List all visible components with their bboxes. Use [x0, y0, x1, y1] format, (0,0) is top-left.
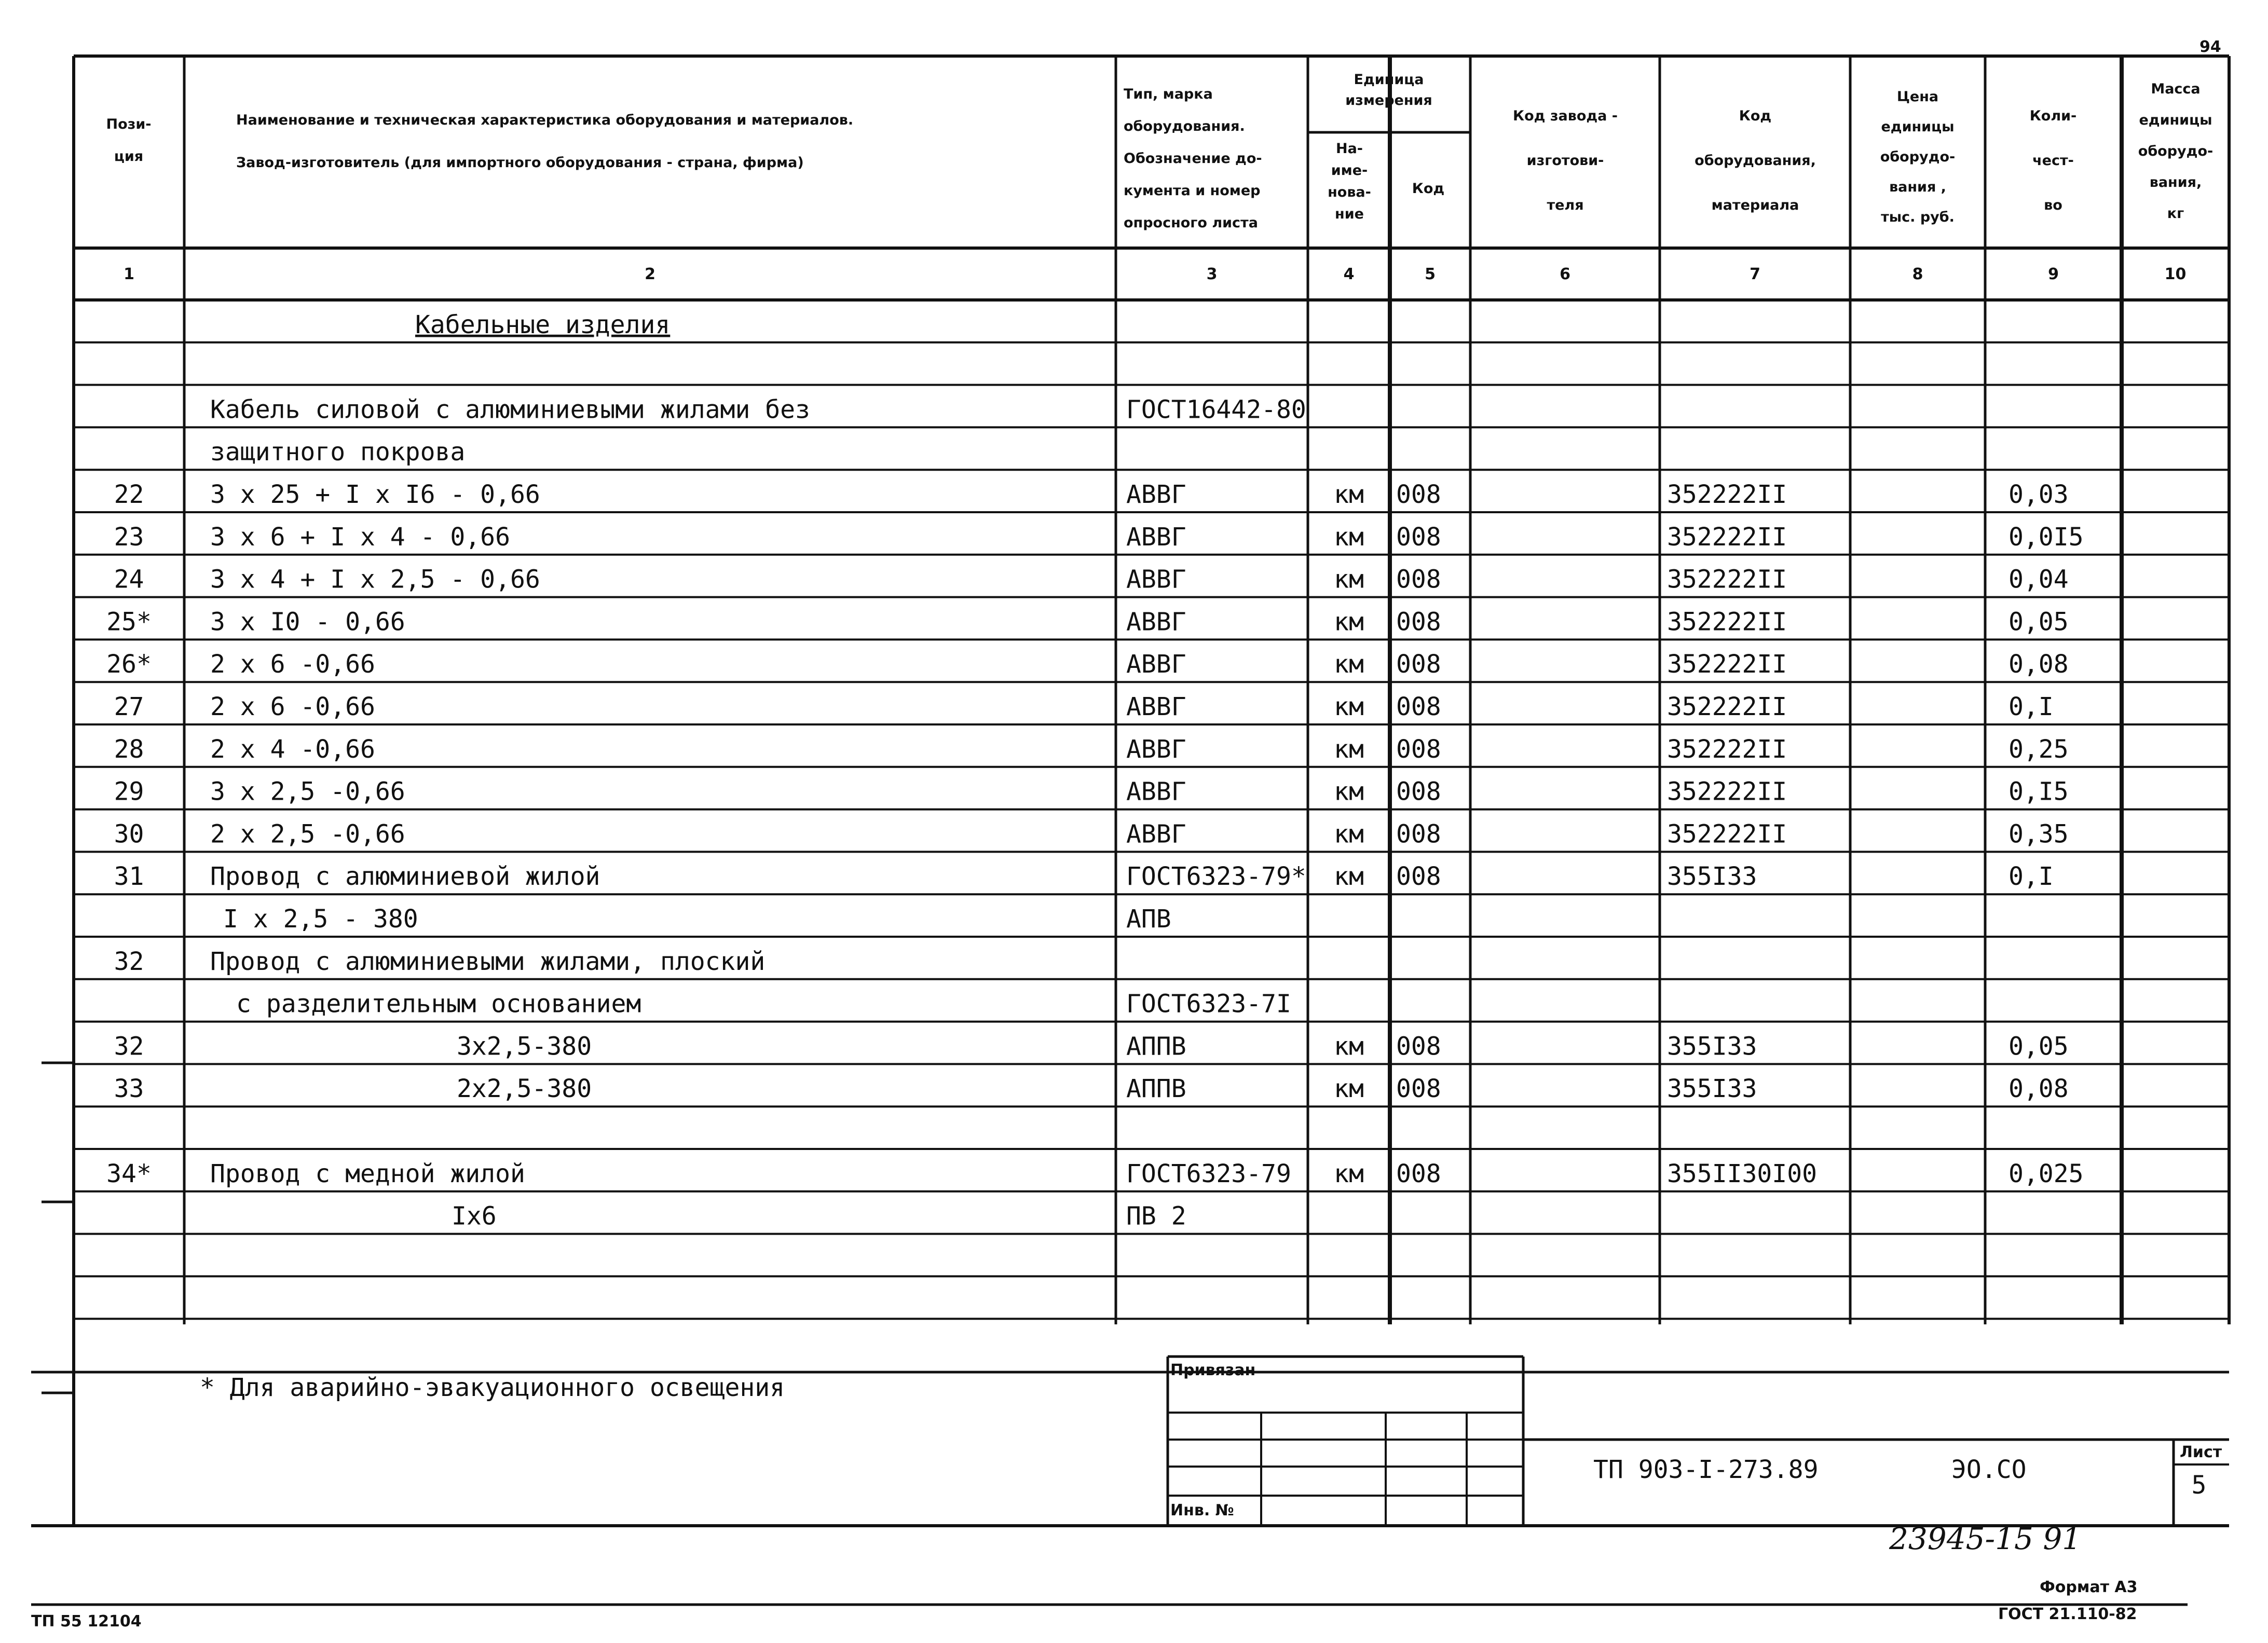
- type-cell: АППВ: [1126, 1032, 1186, 1061]
- unit-code-cell: 008: [1396, 692, 1441, 721]
- type-cell: АВВГ: [1126, 819, 1186, 849]
- name-cell: Провод с алюминиевыми жилами, плоский: [210, 947, 766, 976]
- position-cell: 23: [114, 522, 144, 552]
- column-number: 7: [1750, 265, 1760, 283]
- header-line: На-: [1335, 141, 1363, 157]
- name-cell: 2 x 4 -0,66: [210, 734, 375, 764]
- name-cell: Iх6: [452, 1201, 497, 1231]
- header-line: теля: [1547, 197, 1584, 213]
- material-code-cell: 355I33: [1667, 1032, 1757, 1061]
- header-type-mark: [1124, 86, 1262, 231]
- unit-name-cell: км: [1334, 565, 1364, 594]
- header-line: кумента и номер: [1124, 183, 1261, 199]
- type-cell: АВВГ: [1126, 734, 1186, 764]
- header-line: чест-: [2032, 153, 2074, 169]
- unit-code-cell: 008: [1396, 1074, 1441, 1104]
- header-line: Коли-: [2029, 108, 2077, 124]
- header-line: Завод-изготовитель (для импортного оборудования - страна, фирма): [236, 155, 804, 171]
- material-code-cell: 352222II: [1667, 777, 1787, 806]
- unit-name-cell: км: [1334, 480, 1364, 509]
- header-line: оборудования.: [1124, 118, 1245, 134]
- position-cell: 32: [114, 1032, 144, 1061]
- unit-code-cell: 008: [1396, 650, 1441, 679]
- type-cell: АВВГ: [1126, 607, 1186, 637]
- name-cell: 3x2,5-380: [457, 1032, 592, 1061]
- header-line: Код завода -: [1513, 108, 1618, 124]
- column-number: 10: [2164, 265, 2187, 283]
- name-cell: защитного покрова: [210, 437, 466, 467]
- header-unit-name: [1328, 141, 1371, 222]
- name-cell: с разделительным основанием: [236, 989, 641, 1019]
- header-line: вания,: [2149, 174, 2202, 190]
- column-number-row: [124, 265, 2186, 283]
- unit-code-cell: 008: [1396, 734, 1441, 764]
- header-position: [106, 116, 152, 165]
- quantity-cell: 0,03: [2009, 480, 2069, 509]
- type-cell: АВВГ: [1126, 565, 1186, 594]
- position-cell: 30: [114, 819, 144, 849]
- column-number: 3: [1206, 265, 1218, 283]
- quantity-cell: 0,05: [2009, 1032, 2069, 1061]
- name-cell: 2 x 6 -0,66: [210, 692, 375, 721]
- name-cell: 3 x 2,5 -0,66: [210, 777, 405, 806]
- name-cell: 3 x 25 + I x I6 - 0,66: [210, 480, 540, 509]
- header-line: Код: [1739, 108, 1772, 124]
- unit-code-cell: 008: [1396, 480, 1441, 509]
- header-line: оборудо-: [2138, 143, 2214, 159]
- unit-code-cell: 008: [1396, 862, 1441, 892]
- material-code-cell: 355I33: [1667, 862, 1757, 892]
- position-cell: 25*: [106, 607, 152, 637]
- header-line: Пози-: [106, 116, 152, 132]
- quantity-cell: 0,08: [2009, 1074, 2069, 1104]
- type-cell: АВВГ: [1126, 692, 1186, 721]
- material-code-cell: 352222II: [1667, 650, 1787, 679]
- quantity-cell: 0,04: [2009, 565, 2069, 594]
- header-line: оборудо-: [1880, 149, 1956, 165]
- header-line: единицы: [1881, 119, 1955, 135]
- header-unit-mass: [2138, 81, 2213, 222]
- sheet-number: 5: [2191, 1471, 2207, 1500]
- type-cell: АППВ: [1126, 1074, 1186, 1104]
- quantity-cell: 0,05: [2009, 607, 2069, 637]
- type-cell: ГОСТ6323-79: [1126, 1159, 1291, 1188]
- column-number: 8: [1912, 265, 1923, 283]
- material-code-cell: 352222II: [1667, 692, 1787, 721]
- material-code-cell: 355I33: [1667, 1074, 1757, 1104]
- material-code-cell: 352222II: [1667, 522, 1787, 552]
- material-code-cell: 352222II: [1667, 734, 1787, 764]
- header-line: кг: [2167, 206, 2184, 222]
- unit-code-cell: 008: [1396, 607, 1441, 637]
- unit-code-cell: 008: [1396, 522, 1441, 552]
- unit-name-cell: км: [1334, 862, 1364, 892]
- column-number: 2: [645, 265, 655, 283]
- unit-code-cell: 008: [1396, 565, 1441, 594]
- footnote: * Для аварийно-эвакуационного освещения: [200, 1373, 785, 1402]
- header-line: нова-: [1328, 184, 1371, 200]
- unit-code-cell: 008: [1396, 777, 1441, 806]
- name-cell: 2 x 6 -0,66: [210, 650, 375, 679]
- quantity-cell: 0,025: [2009, 1159, 2084, 1188]
- header-line: опросного листа: [1124, 215, 1258, 231]
- unit-name-cell: км: [1334, 734, 1364, 764]
- header-line: изготови-: [1526, 153, 1604, 169]
- material-code-cell: 352222II: [1667, 819, 1787, 849]
- name-cell: 3 x 4 + I x 2,5 - 0,66: [210, 565, 540, 594]
- material-code-cell: 352222II: [1667, 480, 1787, 509]
- header-line: Единица: [1354, 72, 1424, 88]
- name-cell: Кабель силовой с алюминиевыми жилами без: [210, 395, 810, 425]
- tied-label: Привязан: [1170, 1361, 1256, 1379]
- name-cell: 3 x 6 + I x 4 - 0,66: [210, 522, 510, 552]
- position-cell: 26*: [106, 650, 152, 679]
- column-number: 4: [1343, 265, 1355, 283]
- header-line: вания ,: [1889, 179, 1946, 195]
- header-line: Масса: [2151, 81, 2201, 97]
- position-cell: 34*: [106, 1159, 152, 1188]
- header-quantity: [2030, 108, 2077, 213]
- type-cell: ГОСТ6323-79*: [1126, 862, 1306, 892]
- position-cell: 29: [114, 777, 144, 806]
- position-cell: 24: [114, 565, 144, 594]
- type-cell: АВВГ: [1126, 650, 1186, 679]
- position-cell: 32: [114, 947, 144, 976]
- name-cell: 2x2,5-380: [457, 1074, 592, 1104]
- unit-code-cell: 008: [1396, 1159, 1441, 1188]
- header-line: во: [2044, 197, 2062, 213]
- quantity-cell: 0,I: [2009, 862, 2054, 892]
- header-line: единицы: [2139, 112, 2212, 128]
- corner-mark: 94: [2199, 38, 2221, 56]
- header-unit-code: Код: [1412, 181, 1445, 197]
- bottom-left-code: ТП 55 12104: [31, 1612, 142, 1631]
- type-cell: ГОСТ6323-7I: [1126, 989, 1291, 1019]
- unit-name-cell: км: [1334, 522, 1364, 552]
- type-cell: ГОСТ16442-80: [1126, 395, 1306, 425]
- header-line: оборудования,: [1695, 153, 1816, 169]
- type-cell: АВВГ: [1126, 522, 1186, 552]
- quantity-cell: 0,I: [2009, 692, 2054, 721]
- name-cell: I x 2,5 - 380: [223, 905, 418, 934]
- type-cell: АВВГ: [1126, 480, 1186, 509]
- unit-name-cell: км: [1334, 819, 1364, 849]
- standard-label: ГОСТ 21.110-82: [1998, 1605, 2137, 1623]
- name-cell: Провод с медной жилой: [210, 1159, 525, 1188]
- material-code-cell: 355II30I00: [1667, 1159, 1817, 1188]
- header-line: ция: [114, 148, 144, 165]
- material-code-cell: 352222II: [1667, 607, 1787, 637]
- header-line: Тип, марка: [1124, 86, 1213, 102]
- column-number: 1: [124, 265, 134, 283]
- header-line: Обозначение до-: [1124, 150, 1262, 167]
- position-cell: 33: [114, 1074, 144, 1104]
- quantity-cell: 0,I5: [2009, 777, 2069, 806]
- header-line: Цена: [1896, 89, 1939, 105]
- material-code-cell: 352222II: [1667, 565, 1787, 594]
- table-text: [106, 310, 2083, 1231]
- unit-name-cell: км: [1334, 692, 1364, 721]
- quantity-cell: 0,0I5: [2009, 522, 2084, 552]
- header-line: измерения: [1345, 92, 1432, 108]
- type-cell: ПВ 2: [1126, 1201, 1186, 1231]
- header-unit-price: [1880, 89, 1955, 225]
- unit-code-cell: 008: [1396, 819, 1441, 849]
- position-cell: 22: [114, 480, 144, 509]
- handwritten-number: 23945-15 91: [1889, 1521, 2082, 1556]
- header-line: име-: [1331, 162, 1368, 179]
- unit-name-cell: км: [1334, 650, 1364, 679]
- header-material-code: [1695, 108, 1816, 213]
- format-label: Формат А3: [2040, 1578, 2138, 1596]
- type-cell: АВВГ: [1126, 777, 1186, 806]
- name-cell: Кабельные изделия: [415, 310, 671, 339]
- position-cell: 27: [114, 692, 144, 721]
- name-cell: 2 x 2,5 -0,66: [210, 819, 405, 849]
- header-line: материала: [1711, 197, 1799, 213]
- header-name-description: [236, 112, 853, 171]
- header-line: ние: [1335, 206, 1364, 222]
- quantity-cell: 0,25: [2009, 734, 2069, 764]
- unit-name-cell: км: [1334, 777, 1364, 806]
- quantity-cell: 0,08: [2009, 650, 2069, 679]
- quantity-cell: 0,35: [2009, 819, 2069, 849]
- column-number: 6: [1560, 265, 1570, 283]
- position-cell: 31: [114, 862, 144, 892]
- column-number: 5: [1425, 265, 1436, 283]
- sheet-label: Лист: [2180, 1443, 2222, 1461]
- section-code: ЭО.СО: [1951, 1455, 2027, 1484]
- inventory-label: Инв. №: [1170, 1501, 1234, 1519]
- name-cell: 3 x I0 - 0,66: [210, 607, 405, 637]
- document-code: ТП 903-I-273.89: [1593, 1455, 1819, 1484]
- header-line: Наименование и техническая характеристика оборудования и материалов.: [236, 112, 854, 128]
- unit-name-cell: км: [1334, 1159, 1364, 1188]
- column-number: 9: [2048, 265, 2059, 283]
- header-row: [106, 72, 2214, 231]
- type-cell: АПВ: [1126, 905, 1171, 934]
- name-cell: Провод с алюминиевой жилой: [210, 862, 600, 892]
- unit-code-cell: 008: [1396, 1032, 1441, 1061]
- header-factory-code: [1513, 108, 1618, 213]
- unit-name-cell: км: [1334, 607, 1364, 637]
- unit-name-cell: км: [1334, 1032, 1364, 1061]
- header-line: тыс. руб.: [1881, 209, 1955, 225]
- position-cell: 28: [114, 734, 144, 764]
- unit-name-cell: км: [1334, 1074, 1364, 1104]
